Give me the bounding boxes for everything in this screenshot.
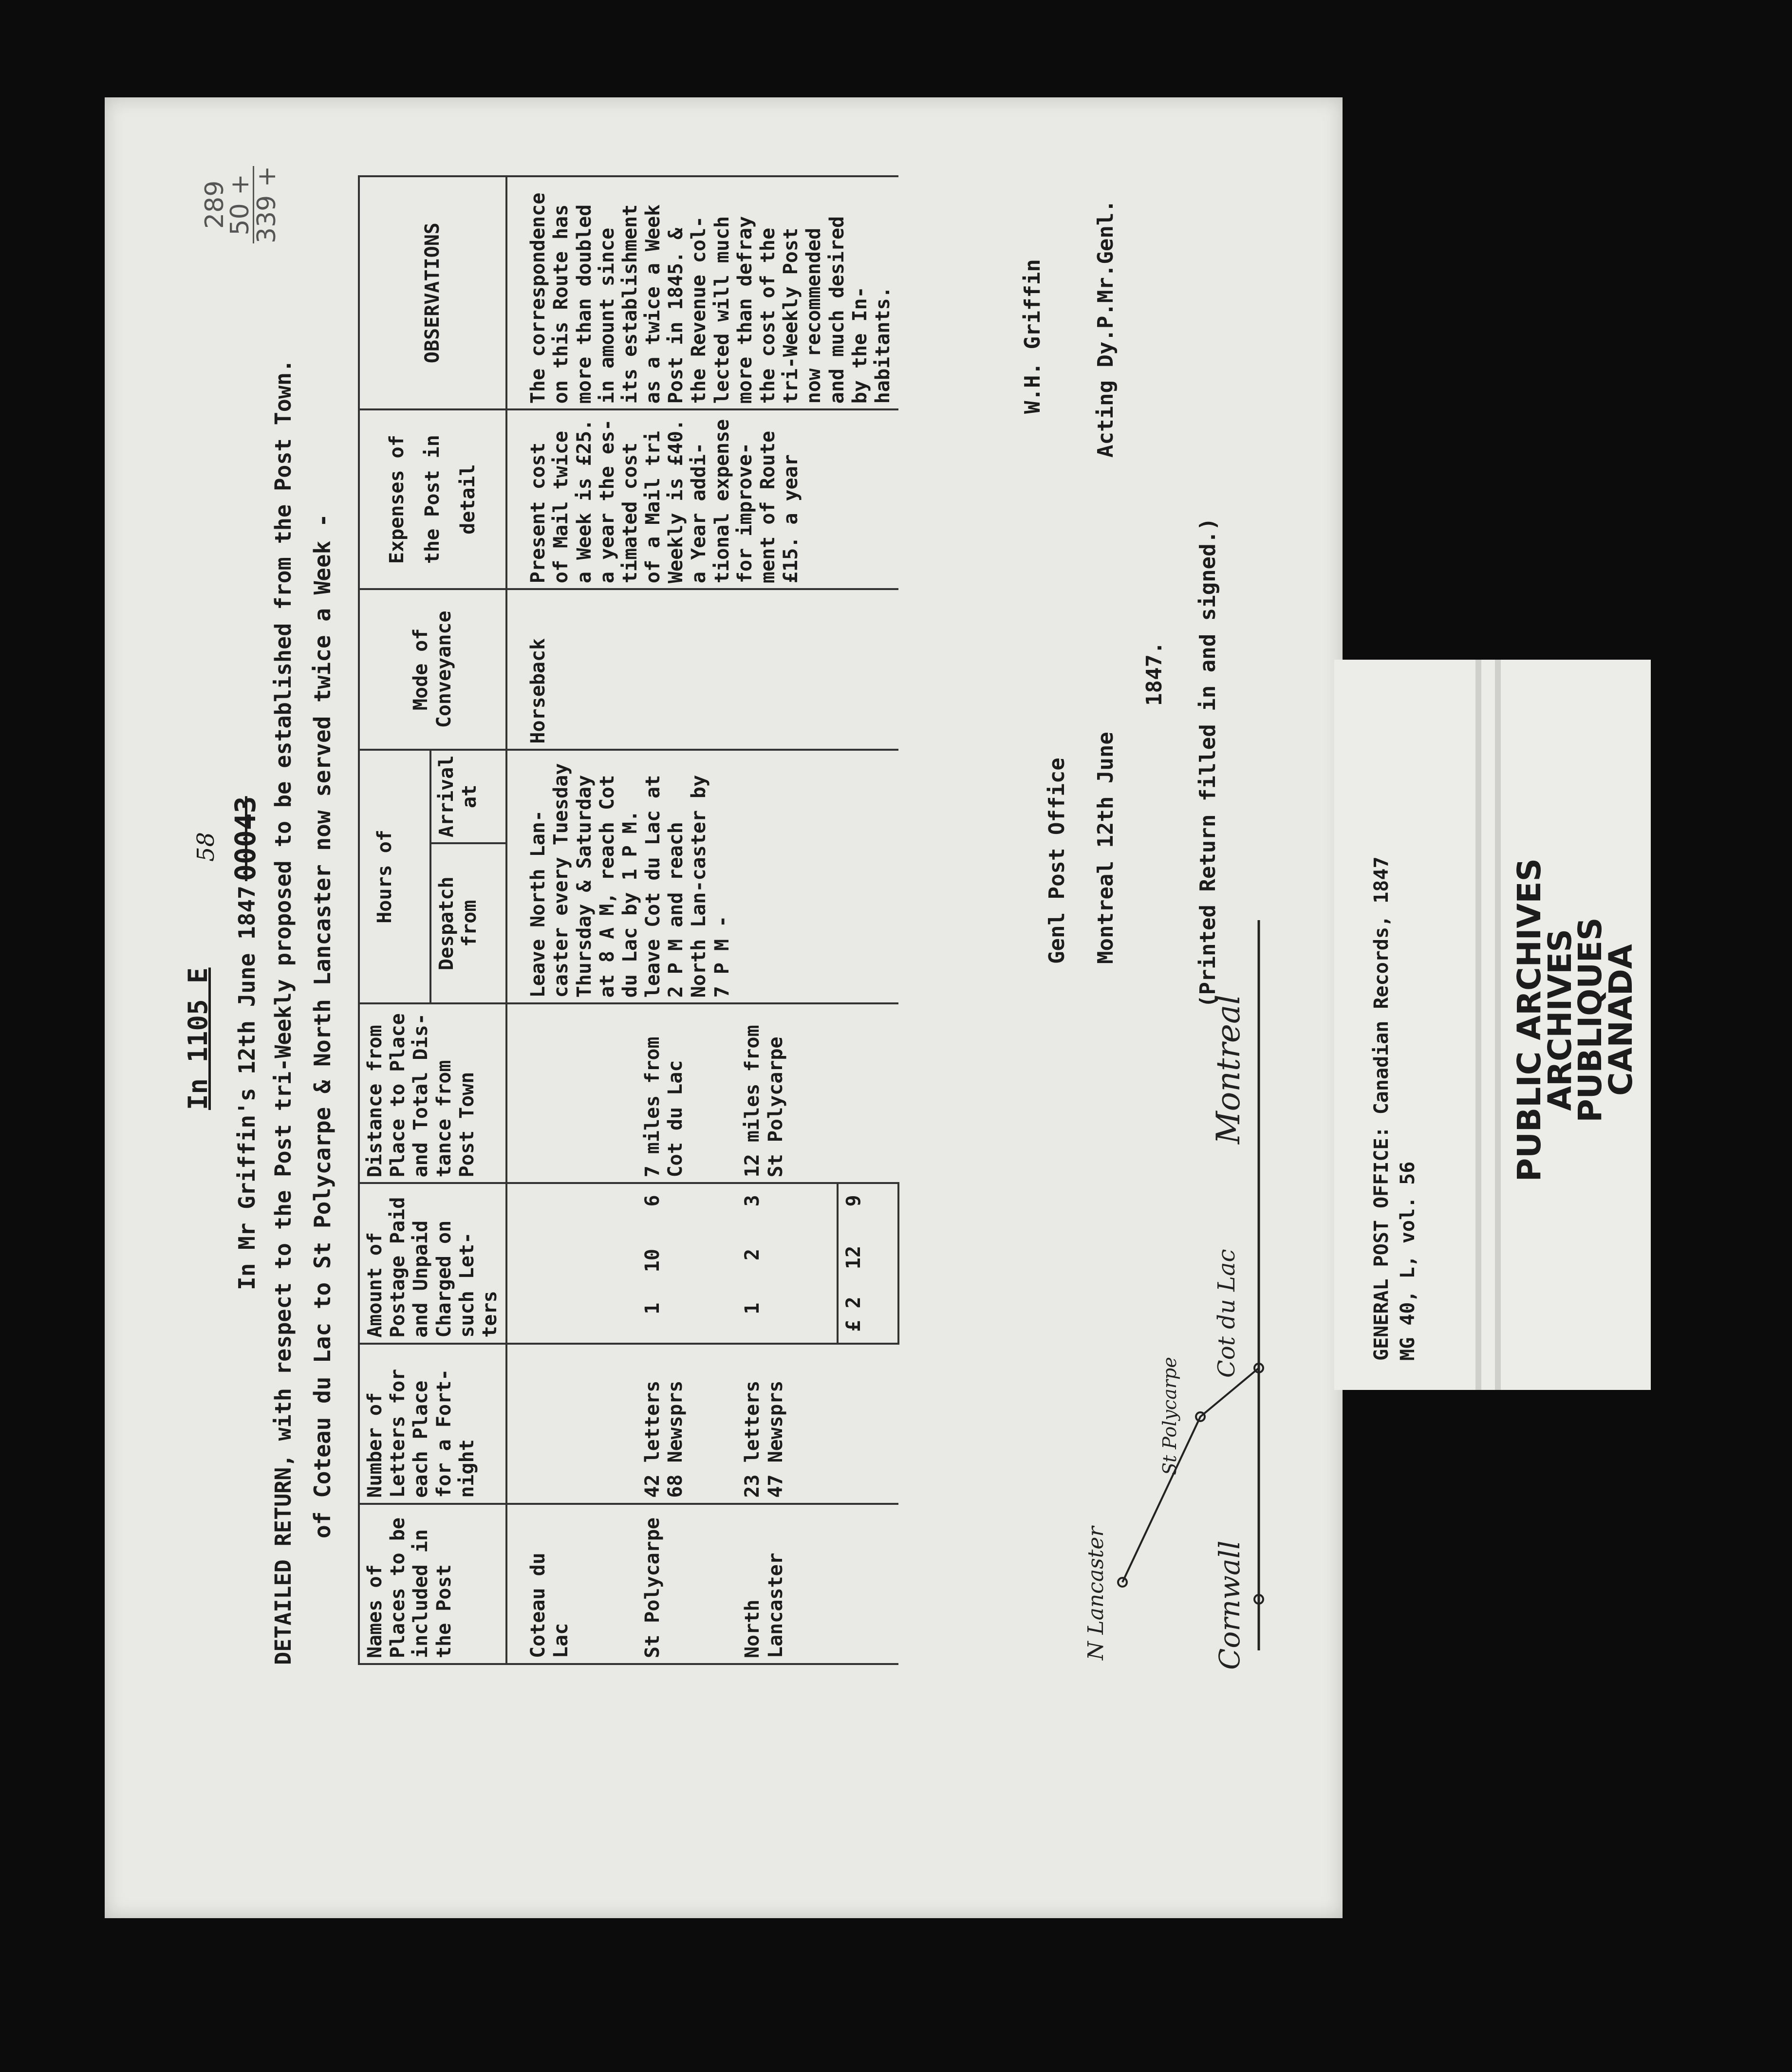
year: 1847. — [1142, 641, 1167, 706]
col-names: Names of Places to be included in the Post — [359, 1504, 506, 1664]
archive-label-text — [1334, 660, 1651, 1390]
letters-count: 42 letters 68 Newsprs — [637, 1344, 738, 1504]
col-hours: Hours of — [359, 750, 430, 1004]
col-letters: Number of Letters for each Place for a Fort-night — [359, 1344, 506, 1504]
stamp-number: 00043 — [229, 796, 262, 881]
postage-amount: 1 2 3 — [737, 1183, 838, 1343]
col-expenses: Expenses of the Post in detail — [359, 409, 506, 589]
map-cornwall: Cornwall — [1213, 1540, 1246, 1670]
pencil-notes: 289 50 + 339 + — [200, 166, 281, 243]
table-row — [506, 176, 637, 1664]
note: (Printed Return filled in and signed.) — [1195, 518, 1220, 1008]
archive-name: PUBLIC ARCHIVES ARCHIVES PUBLIQUES CANADA — [1511, 858, 1640, 1182]
total-amount: £ 2 12 9 — [838, 1183, 898, 1343]
letters-count — [506, 1344, 637, 1504]
map-cot-du-lac: Cot du Lac — [1213, 1249, 1240, 1378]
letters-count: 23 letters 47 Newsprs — [737, 1344, 838, 1504]
col-mode: Mode of Conveyance — [359, 589, 506, 750]
signature-title: Acting Dy.P.Mr.Genl. — [1093, 200, 1118, 458]
distance-value: 12 miles from St Polycarpe — [737, 1003, 838, 1183]
col-arrival: Arrival at — [430, 750, 506, 844]
heading-line-2: DETAILED RETURN, with respect to the Post tri-Weekly proposed to be established from the Post Town. — [270, 359, 296, 1665]
map-n-lancaster: N Lancaster — [1083, 1526, 1108, 1660]
place-name: North Lancaster — [737, 1504, 838, 1664]
heading-line-1: In Mr Griffin's 12th June 1847 — [234, 886, 260, 1290]
expenses-text: Present cost of Mail twice a Week is £25. a year the es-timated cost of a Mail tri Weekly is £40. a Year addi-tional expense for improve-ment of Route £15. a year — [506, 409, 898, 589]
archive-label-card — [1334, 660, 1651, 1390]
route-sketch — [1054, 774, 1327, 1748]
place-name: St Polycarpe — [637, 1504, 738, 1664]
heading-line-3: of Coteau du Lac to St Polycarpe & North Lancaster now served twice a Week - — [309, 514, 336, 1538]
distance-value: 7 miles from Cot du Lac — [637, 1003, 738, 1183]
map-st-polycarpe: St Polycarpe — [1159, 1357, 1180, 1475]
signature-name: W.H. Griffin — [1020, 259, 1045, 414]
office-name: Genl Post Office — [1045, 758, 1069, 964]
archive-reference: GENERAL POST OFFICE: Canadian Records, 1847 MG 40, L, vol. 56 — [1370, 856, 1419, 1361]
observations-text: The correspondence on this Route has more than doubled in amount since its establishment as a twice a Week Post in 1845. & the Revenue col-lected will much more than defray the cost of the tri-Weekly Post now recommended and much desired by the In-habitants. — [506, 176, 898, 409]
col-distance: Distance from Place to Place and Total Dis-tance from Post Town — [359, 1003, 506, 1183]
place-name: Coteau du Lac — [506, 1504, 637, 1664]
col-despatch: Despatch from — [430, 843, 506, 1003]
distance-value — [506, 1003, 637, 1183]
col-observations: OBSERVATIONS — [359, 176, 506, 409]
return-table — [358, 175, 899, 1665]
hours-text: Leave North Lan-caster every Tuesday Thursday & Saturday at 8 A M, reach Cot du Lac by 1 P M. leave Cot du Lac at 2 P M and reach North Lan-caster by 7 P M - — [506, 750, 898, 1004]
stamp-note: 58 — [192, 832, 220, 862]
col-amount: Amount of Postage Paid and Unpaid Charged on such Let-ters — [359, 1183, 506, 1343]
reference-number: In 1105 E — [183, 967, 213, 1110]
postage-amount — [506, 1183, 637, 1343]
postage-amount: 1 10 6 — [637, 1183, 738, 1343]
rotated-page — [105, 97, 1343, 1918]
map-montreal: Montreal — [1210, 994, 1247, 1144]
mode-text: Horseback — [506, 589, 898, 750]
place-date: Montreal 12th June — [1093, 732, 1118, 964]
